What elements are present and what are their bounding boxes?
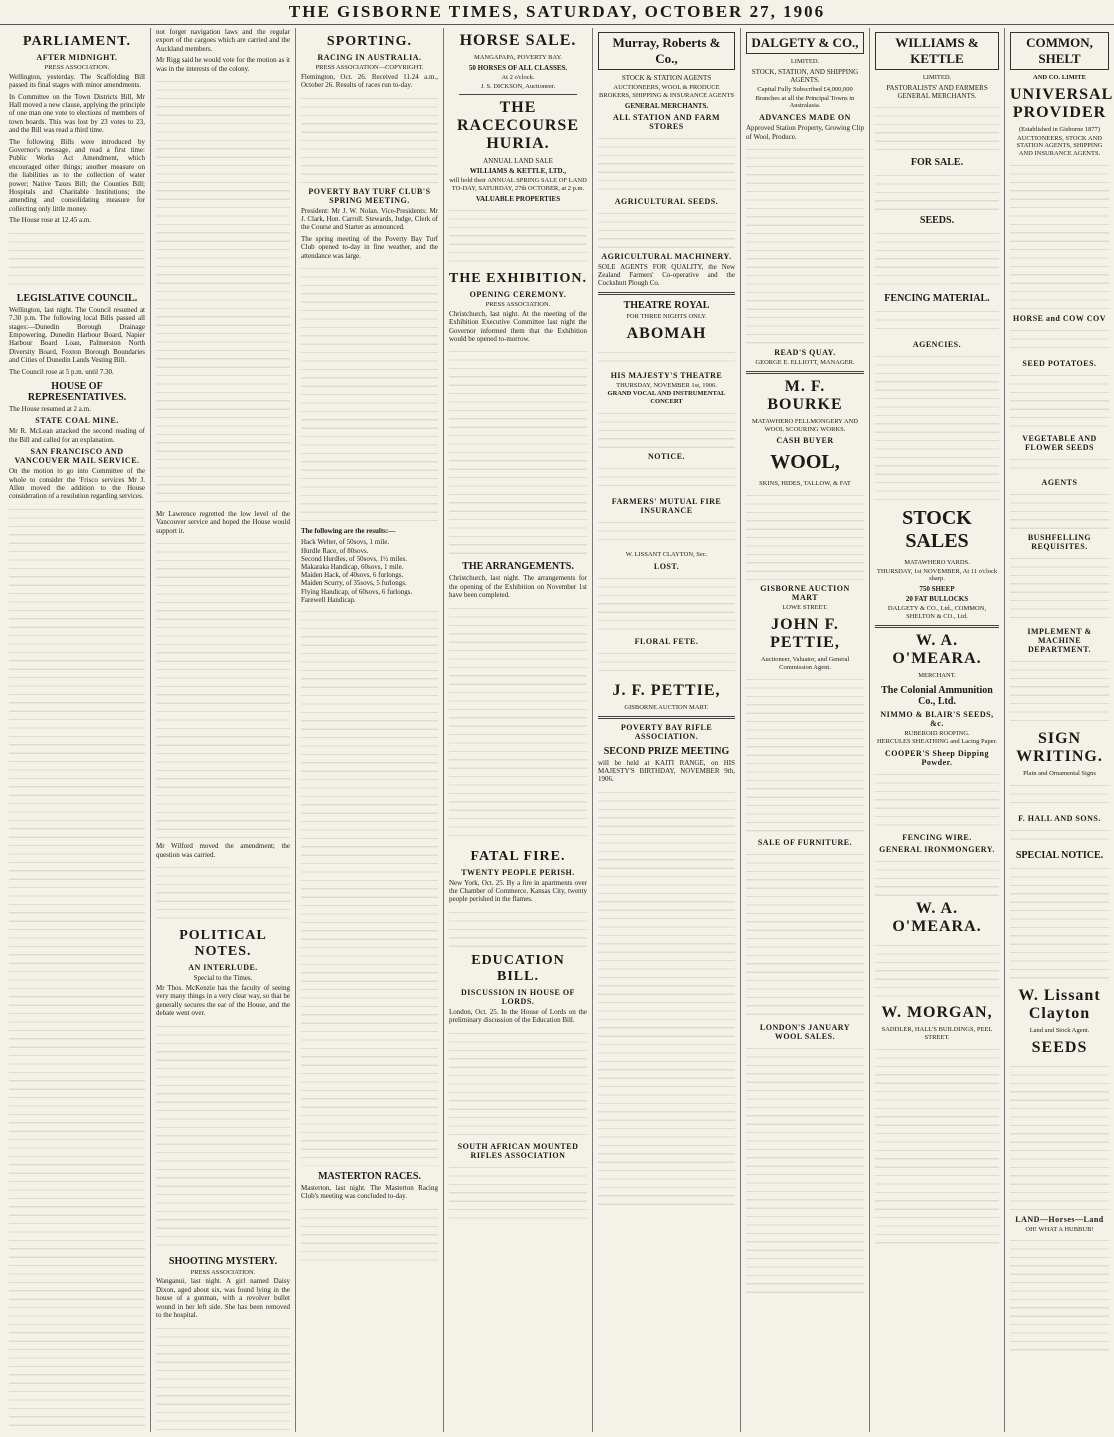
text-block [1010, 780, 1109, 810]
ad-text: 750 SHEEP [919, 585, 955, 594]
race-result: Second Hurdles, of 50sovs, 1½ miles. [301, 554, 407, 563]
race-result: Maiden Hack, of 40sovs, 6 furlongs. [301, 571, 404, 580]
press-association: PRESS ASSOCIATION. [44, 64, 110, 71]
text-block [449, 1028, 587, 1138]
text-block [156, 538, 290, 838]
state-coal-heading: STATE COAL MINE. [35, 416, 119, 426]
article-text: Wellington, last night. The Council resumed at 7.30 p.m. The following local Bills passed all stages:—Dunedin Borough Drainage Empowering, Dunedin Harbour Board, Napier Harbour Board Loan, Palmerston North Diversity Board, Foxton Borough Boundaries and Cities of Dunedin Lands Vesting Bill. [9, 305, 145, 365]
ad-text: AUCTIONEERS, STOCK AND STATION AGENTS, SHIPPING AND INSURANCE AGENTS. [1016, 134, 1103, 158]
divider [875, 625, 999, 628]
text-block [156, 862, 290, 922]
text-block [1010, 160, 1109, 310]
ad-text: SOLE AGENTS FOR QUALITY, the New Zealand Farmers' Co-operative and the Cockshutt Plough Co. [598, 262, 735, 288]
article-text: On the motion to go into Committee of the whole to consider the 'Frisco services Mr J. Allen moved the addition to the House consideration of a resolution regarding services. [9, 467, 145, 501]
agri-seeds-heading: AGRICULTURAL SEEDS. [614, 196, 719, 206]
ad-text: RUBEROID ROOFING. [904, 729, 970, 737]
ad-text: MATAWHERO YARDS. [904, 558, 970, 566]
seeds-footer-heading: SEEDS [1031, 1038, 1088, 1056]
column-common-shelton [1005, 28, 1114, 1432]
omeara-heading: W. A. O'MEARA. [892, 631, 982, 667]
agri-machinery-heading: AGRICULTURAL MACHINERY. [601, 251, 732, 261]
column-murray-roberts [593, 28, 741, 1432]
ad-text: Branches at all the Principal Towns in Australasia. [755, 94, 855, 110]
text-block [1010, 1061, 1109, 1211]
article-text: Mr Wilford moved the amendment; the question was carried. [156, 842, 290, 859]
ad-text: Capital Fully Subscribed £4,000,000 [757, 85, 853, 93]
legislative-council-heading: LEGISLATIVE COUNCIL. [16, 292, 138, 304]
article-text: Christchurch, last night. At the meeting of the Exhibition Executive Committee last night the Governor informed them that the Exhibition would be opened to-morrow. [449, 309, 587, 343]
fencing-material-heading: FENCING MATERIAL. [884, 292, 990, 304]
ad-text: WILLIAMS & KETTLE, LTD., [469, 167, 567, 176]
text-block [875, 351, 999, 501]
cash-buyer-heading: CASH BUYER [776, 436, 834, 446]
text-block [1010, 553, 1109, 623]
text-block [598, 517, 735, 547]
ad-text: GISBORNE AUCTION MART. [624, 703, 709, 711]
text-block [598, 408, 735, 448]
education-bill-heading: EDUCATION BILL. [471, 952, 565, 984]
divider [598, 716, 735, 719]
hall-sons-heading: F. HALL AND SONS. [1018, 813, 1101, 823]
text-block [1010, 825, 1109, 845]
divider [746, 371, 864, 374]
ad-text: AUCTIONEERS, WOOL & PRODUCE BROKERS, SHIPPING & INSURANCE AGENTS [599, 84, 734, 99]
text-block [746, 849, 864, 1019]
article-text: Wellington, yesterday. The Scaffolding Bill passed its final stages with minor amendments. [9, 72, 145, 90]
ad-text: Approved Station Property, Growing Clip of Wool, Produce. [746, 124, 864, 141]
article-text: The House rose at 12.45 a.m. [9, 216, 92, 225]
race-results-list [301, 538, 438, 604]
interlude-heading: AN INTERLUDE. [188, 963, 258, 973]
fencing-wire-heading: FENCING WIRE. [902, 833, 972, 843]
text-block [746, 674, 864, 834]
race-result: Flying Handicap, of 60sovs, 6 furlongs. [301, 587, 413, 596]
nimmo-blair-heading: NIMMO & BLAIR'S SEEDS, &c. [880, 709, 994, 728]
text-block [9, 228, 145, 288]
article-text: New York, Oct. 25. By a fire in apartments over the Chamber of Commerce, Kansas City, twenty people perished in the flames. [449, 878, 587, 904]
horse-sale-heading: HORSE SALE. [459, 32, 577, 49]
text-block [1010, 325, 1109, 355]
ad-text: MANGAPAPA, POVERTY BAY. [473, 54, 563, 61]
race-result: Makaraka Handicap, 60sovs, 1 mile. [301, 563, 404, 572]
rifles-heading: SOUTH AFRICAN MOUNTED RIFLES ASSOCIATION [457, 1141, 579, 1160]
floral-fete-heading: FLORAL FETE. [634, 636, 699, 646]
after-midnight-heading: AFTER MIDNIGHT. [36, 53, 118, 62]
ad-text: Auctioneer, Valuator, and General Commission Agent. [760, 655, 850, 671]
twenty-perish-heading: TWENTY PEOPLE PERISH. [461, 867, 575, 877]
text-block [598, 347, 735, 367]
bourke-heading: M. F. BOURKE [767, 377, 843, 413]
house-of-lords-heading: DISCUSSION IN HOUSE OF LORDS. [461, 987, 575, 1006]
ad-text: 50 HORSES OF ALL CLASSES. [468, 63, 568, 72]
article-text: London, Oct. 25. In the House of Lords on the preliminary discussion of the Education Bill. [449, 1007, 587, 1025]
text-block [598, 573, 735, 633]
ad-text: THURSDAY, NOVEMBER 1st, 1906. [616, 381, 717, 389]
text-block [598, 787, 735, 1207]
text-block [875, 170, 999, 210]
house-reps-heading: HOUSE OF REPRESENTATIVES. [27, 380, 127, 403]
text-block [875, 228, 999, 288]
horse-cow-heading: HORSE and COW COV [1012, 313, 1107, 323]
divider [459, 94, 577, 95]
ad-text: J. S. DICKSON, Auctioneer. [480, 82, 556, 90]
morgan-heading: W. MORGAN, [881, 1004, 993, 1022]
clayton-heading: W. Lissant Clayton [1018, 986, 1101, 1022]
text-block [875, 102, 999, 152]
lost-heading: LOST. [653, 561, 680, 571]
common-shelton-logo: COMMON, SHELT [1010, 32, 1109, 70]
wool-heading: WOOL, [770, 451, 840, 474]
ad-text: OH! WHAT A HUBBUB! [1025, 1225, 1094, 1233]
text-block [449, 907, 587, 947]
column-politics [151, 28, 296, 1432]
ad-text: GENERAL MERCHANTS. [624, 101, 709, 110]
arrangements-heading: THE ARRANGEMENTS. [462, 561, 574, 573]
special-caption: Special to the Times. [193, 974, 253, 983]
divider [598, 292, 735, 295]
ad-text: ANNUAL LAND SALE [483, 157, 553, 166]
implement-heading: IMPLEMENT & MACHINE DEPARTMENT. [1027, 626, 1092, 654]
text-block [875, 1044, 999, 1244]
ad-text: W. LISSANT CLAYTON, Sec. [625, 551, 708, 558]
colonial-ammunition-heading: The Colonial Ammunition Co., Ltd. [881, 684, 993, 707]
mail-service-heading: SAN FRANCISCO AND VANCOUVER MAIL SERVICE. [14, 447, 140, 466]
ad-text: LIMITED. [790, 58, 820, 65]
farm-stores-heading: ALL STATION AND FARM STORES [612, 112, 721, 131]
ad-text: FOR THREE NIGHTS ONLY. [626, 312, 707, 320]
ad-text: LOWE STREET. [782, 604, 828, 612]
article-text: Mr Lawrence regretted the low level of the Vancouver service and hoped the House would support it. [156, 510, 290, 535]
majesty-theatre-heading: HIS MAJESTY'S THEATRE [610, 370, 723, 380]
land-horses-heading: LAND—Horses—Land [1015, 1214, 1104, 1224]
text-block [301, 1204, 438, 1264]
seed-potatoes-heading: SEED POTATOES. [1022, 358, 1097, 368]
reads-quay-heading: READ'S QUAY. [774, 348, 836, 357]
ad-text: LIMITED. [922, 74, 952, 81]
coopers-heading: COOPER'S Sheep Dipping Powder. [885, 749, 989, 768]
article-text: Mr R. McLean attacked the second reading of the Bill and called for an explanation. [9, 427, 145, 444]
text-block [598, 648, 735, 678]
bushfelling-heading: BUSHFELLING REQUISITES. [1027, 532, 1092, 551]
text-block [449, 603, 587, 843]
ad-text: AND CO. LIMITE [1033, 74, 1086, 81]
text-block [156, 1021, 290, 1251]
press-association: PRESS ASSOCIATION. [485, 300, 551, 308]
ad-text: PASTORALISTS' AND FARMERS GENERAL MERCHANTS. [886, 83, 988, 100]
results-intro: The following are the results:— [301, 527, 396, 536]
text-block [1010, 370, 1109, 430]
auction-mart-heading: GISBORNE AUCTION MART [760, 584, 850, 603]
seeds-heading: SEEDS. [919, 214, 955, 226]
ad-text: (Established in Gisborne 1877) [1018, 125, 1101, 133]
john-pettie-heading: JOHN F. PETTIE, [770, 615, 840, 651]
text-block [449, 1162, 587, 1222]
text-block [1010, 454, 1109, 474]
text-block [156, 1323, 290, 1432]
text-block [1010, 656, 1109, 726]
dalgety-logo: DALGETY & CO., [746, 32, 864, 54]
london-wool-heading: LONDON'S JANUARY WOOL SALES. [759, 1022, 851, 1041]
article-text: Mr Thos. McKenzie has the faculty of seeing very many things in a very clear way, so that he generally secures the ear of the House, and the debate went over. [156, 984, 290, 1018]
article-text: The Council rose at 5 p.m. until 7.30. [9, 367, 114, 376]
racing-heading: RACING IN AUSTRALIA. [317, 53, 422, 62]
text-block [449, 346, 587, 556]
sporting-heading: SPORTING. [326, 34, 413, 49]
ad-text: THURSDAY, 1st NOVEMBER, At 11 o'clock sharp. [876, 567, 998, 583]
stock-sales-heading: STOCK SALES [902, 506, 972, 552]
text-block [875, 306, 999, 336]
article-text: Mr Rigg said he would vote for the motion as it was in the interests of the colony. [156, 56, 290, 73]
ad-text: will hold their ANNUAL SPRING SALE OF LAND TO-DAY, SATURDAY, 27th OCTOBER, at 2 p.m. [449, 177, 587, 193]
ad-text: SADDLER, HALL'S BUILDINGS, PEEL STREET. [881, 1026, 993, 1041]
masterton-heading: MASTERTON RACES. [318, 1171, 421, 1183]
text-block [1010, 863, 1109, 983]
text-block [1010, 1235, 1109, 1355]
article-text: The following Bills were introduced by Governor's message, and read a first time: Public Works Act Amendment, which encouraged other things; another measure on the liabilities as to the collection of water power; Native Taxes Bill; the Counties Bill; Hospitals and Charitable Institutions; the amending and consolidating measure for collecting only little money. [9, 137, 145, 213]
williams-kettle-logo: WILLIAMS & KETTLE [875, 32, 999, 70]
furniture-sale-heading: SALE OF FURNITURE. [757, 837, 853, 847]
article-text: Flemington, Oct. 26. Received 11.24 a.m., October 26. Results of races run to-day. [301, 72, 438, 90]
notice-heading: NOTICE. [647, 452, 686, 461]
press-association: PRESS ASSOCIATION. [190, 1268, 256, 1276]
fatal-fire-heading: FATAL FIRE. [470, 848, 566, 864]
farmers-insurance-heading: FARMERS' MUTUAL FIRE INSURANCE [611, 497, 722, 515]
text-block [449, 205, 587, 265]
column-sporting [296, 28, 444, 1432]
column-exhibition [444, 28, 593, 1432]
article-text: not forget navigation laws and the regular export of the cargoes which are carried and the Auckland members. [156, 28, 290, 53]
opening-heading: OPENING CEREMONY. [469, 289, 567, 299]
text-block [746, 490, 864, 580]
text-block [875, 769, 999, 829]
veg-seeds-heading: VEGETABLE AND FLOWER SEEDS [1022, 433, 1097, 452]
ad-text: STOCK & STATION AGENTS [621, 74, 712, 82]
press-association: PRESS ASSOCIATION—COPYRIGHT. [315, 64, 424, 71]
second-prize-heading: SECOND PRIZE MEETING [603, 745, 730, 757]
text-block [156, 76, 290, 506]
text-block [598, 208, 735, 248]
ad-text: VALUABLE PROPERTIES [475, 194, 561, 203]
rifle-association-heading: POVERTY BAY RIFLE ASSOCIATION. [620, 722, 713, 741]
text-block [301, 93, 438, 183]
text-block [1010, 489, 1109, 529]
race-result: Maiden Scurry, of 35sovs, 5 furlongs. [301, 579, 407, 588]
exhibition-heading: THE EXHIBITION. [449, 270, 587, 286]
text-block [746, 144, 864, 344]
parliament-heading: PARLIAMENT. [22, 34, 132, 49]
article-text: Masterton, last night. The Masterton Racing Club's meeting was concluded to-day. [301, 1184, 438, 1201]
political-notes-heading: POLITICAL NOTES. [179, 928, 267, 960]
masthead: THE GISBORNE TIMES, SATURDAY, OCTOBER 27, 1906 [0, 0, 1114, 25]
text-block [301, 606, 438, 1166]
article-text: In Committee on the Town Districts Bill, Mr Hall moved a new clause, applying the principle of one man one vote to elections of members of town boards. This was lost by 23 votes to 23, and the Bill was read a third time. [9, 92, 145, 135]
shooting-mystery-heading: SHOOTING MYSTERY. [168, 1255, 278, 1267]
text-block [746, 1043, 864, 1293]
ad-text: DALGETY & CO., Ltd., COMMON, SHELTON & CO., Ltd. [887, 605, 987, 620]
agents-heading: AGENTS [1041, 477, 1078, 487]
murray-roberts-logo: Murray, Roberts & Co., [598, 32, 735, 70]
ad-text: 20 FAT BULLOCKS [905, 595, 969, 604]
pettie-heading: J. F. PETTIE, [612, 681, 721, 699]
column-parliament [4, 28, 151, 1432]
theatre-royal-heading: THEATRE ROYAL [623, 299, 710, 311]
omeara-footer-heading: W. A. O'MEARA. [892, 900, 982, 936]
ad-text: SKINS, HIDES, TALLOW, & FAT [759, 480, 851, 488]
article-text: President: Mr J. W. Nolan. Vice-Presidents: Mr J. Clark, Hon. Carroll. Stewards, Judge, Clerk of the Course and Starter as announced. [301, 206, 438, 232]
column-williams-kettle [870, 28, 1005, 1432]
article-text: The spring meeting of the Poverty Bay Turf Club opened to-day in fine weather, and the attendance was large. [301, 234, 438, 260]
text-block [875, 856, 999, 896]
abomah-heading: ABOMAH [626, 324, 707, 342]
poverty-bay-turf-heading: POVERTY BAY TURF CLUB'S SPRING MEETING. [308, 186, 431, 205]
ad-text: At 2 o'clock. [501, 73, 535, 81]
ad-text: Plain and Ornamental Signs [1023, 769, 1096, 777]
agencies-heading: AGENCIES. [912, 339, 962, 349]
ad-text: GEORGE E. ELLIOTT, MANAGER. [755, 359, 855, 366]
special-notice-heading: SPECIAL NOTICE. [1015, 849, 1104, 861]
racecourse-heading: THE RACECOURSE HURIA. [456, 99, 579, 153]
ad-text: HERCULES SHEATHING and Lacing Paper. [876, 738, 998, 746]
text-block [598, 133, 735, 193]
ironmongery-heading: GENERAL IRONMONGERY. [879, 845, 995, 855]
text-block [9, 504, 145, 1432]
universal-provider-heading: UNIVERSAL PROVIDER [1010, 85, 1114, 121]
for-sale-heading: FOR SALE. [910, 156, 964, 168]
ad-text: MATAWHERO FELLMONGERY AND WOOL SCOURING WORKS. [752, 417, 858, 433]
sign-writing-heading: SIGN WRITING. [1016, 729, 1103, 765]
ad-text: Land and Stock Agent. [1029, 1026, 1090, 1034]
race-result: Hack Welter, of 50sovs, 1 mile. [301, 538, 390, 547]
race-result: Hurdle Race, of 80sovs. [301, 546, 369, 555]
article-text: Christchurch, last night. The arrangements for the opening of the Exhibition on November 1st have been completed. [449, 574, 587, 600]
race-result: Farewell Handicap. [301, 595, 356, 604]
article-text: The House resumed at 2 a.m. [9, 404, 91, 413]
advances-heading: ADVANCES MADE ON [759, 113, 851, 123]
ad-text: MERCHANT. [918, 671, 956, 679]
text-block [598, 463, 735, 493]
article-text: Wanganui, last night. A girl named Daisy Dixon, aged about six, was found lying in the house of a gunman, with a revolver bullet wound in her left side. She has been removed to the hospital. [156, 1277, 290, 1320]
ad-text: GRAND VOCAL AND INSTRUMENTAL CONCERT [607, 390, 726, 406]
column-dalgety [741, 28, 870, 1432]
ad-text: will be held at KAITI RANGE, on HIS MAJESTY'S BIRTHDAY, NOVEMBER 9th, 1906. [598, 758, 735, 784]
ad-text: STOCK, STATION, AND SHIPPING AGENTS. [751, 67, 859, 84]
text-block [301, 263, 438, 523]
text-block [875, 940, 999, 1000]
